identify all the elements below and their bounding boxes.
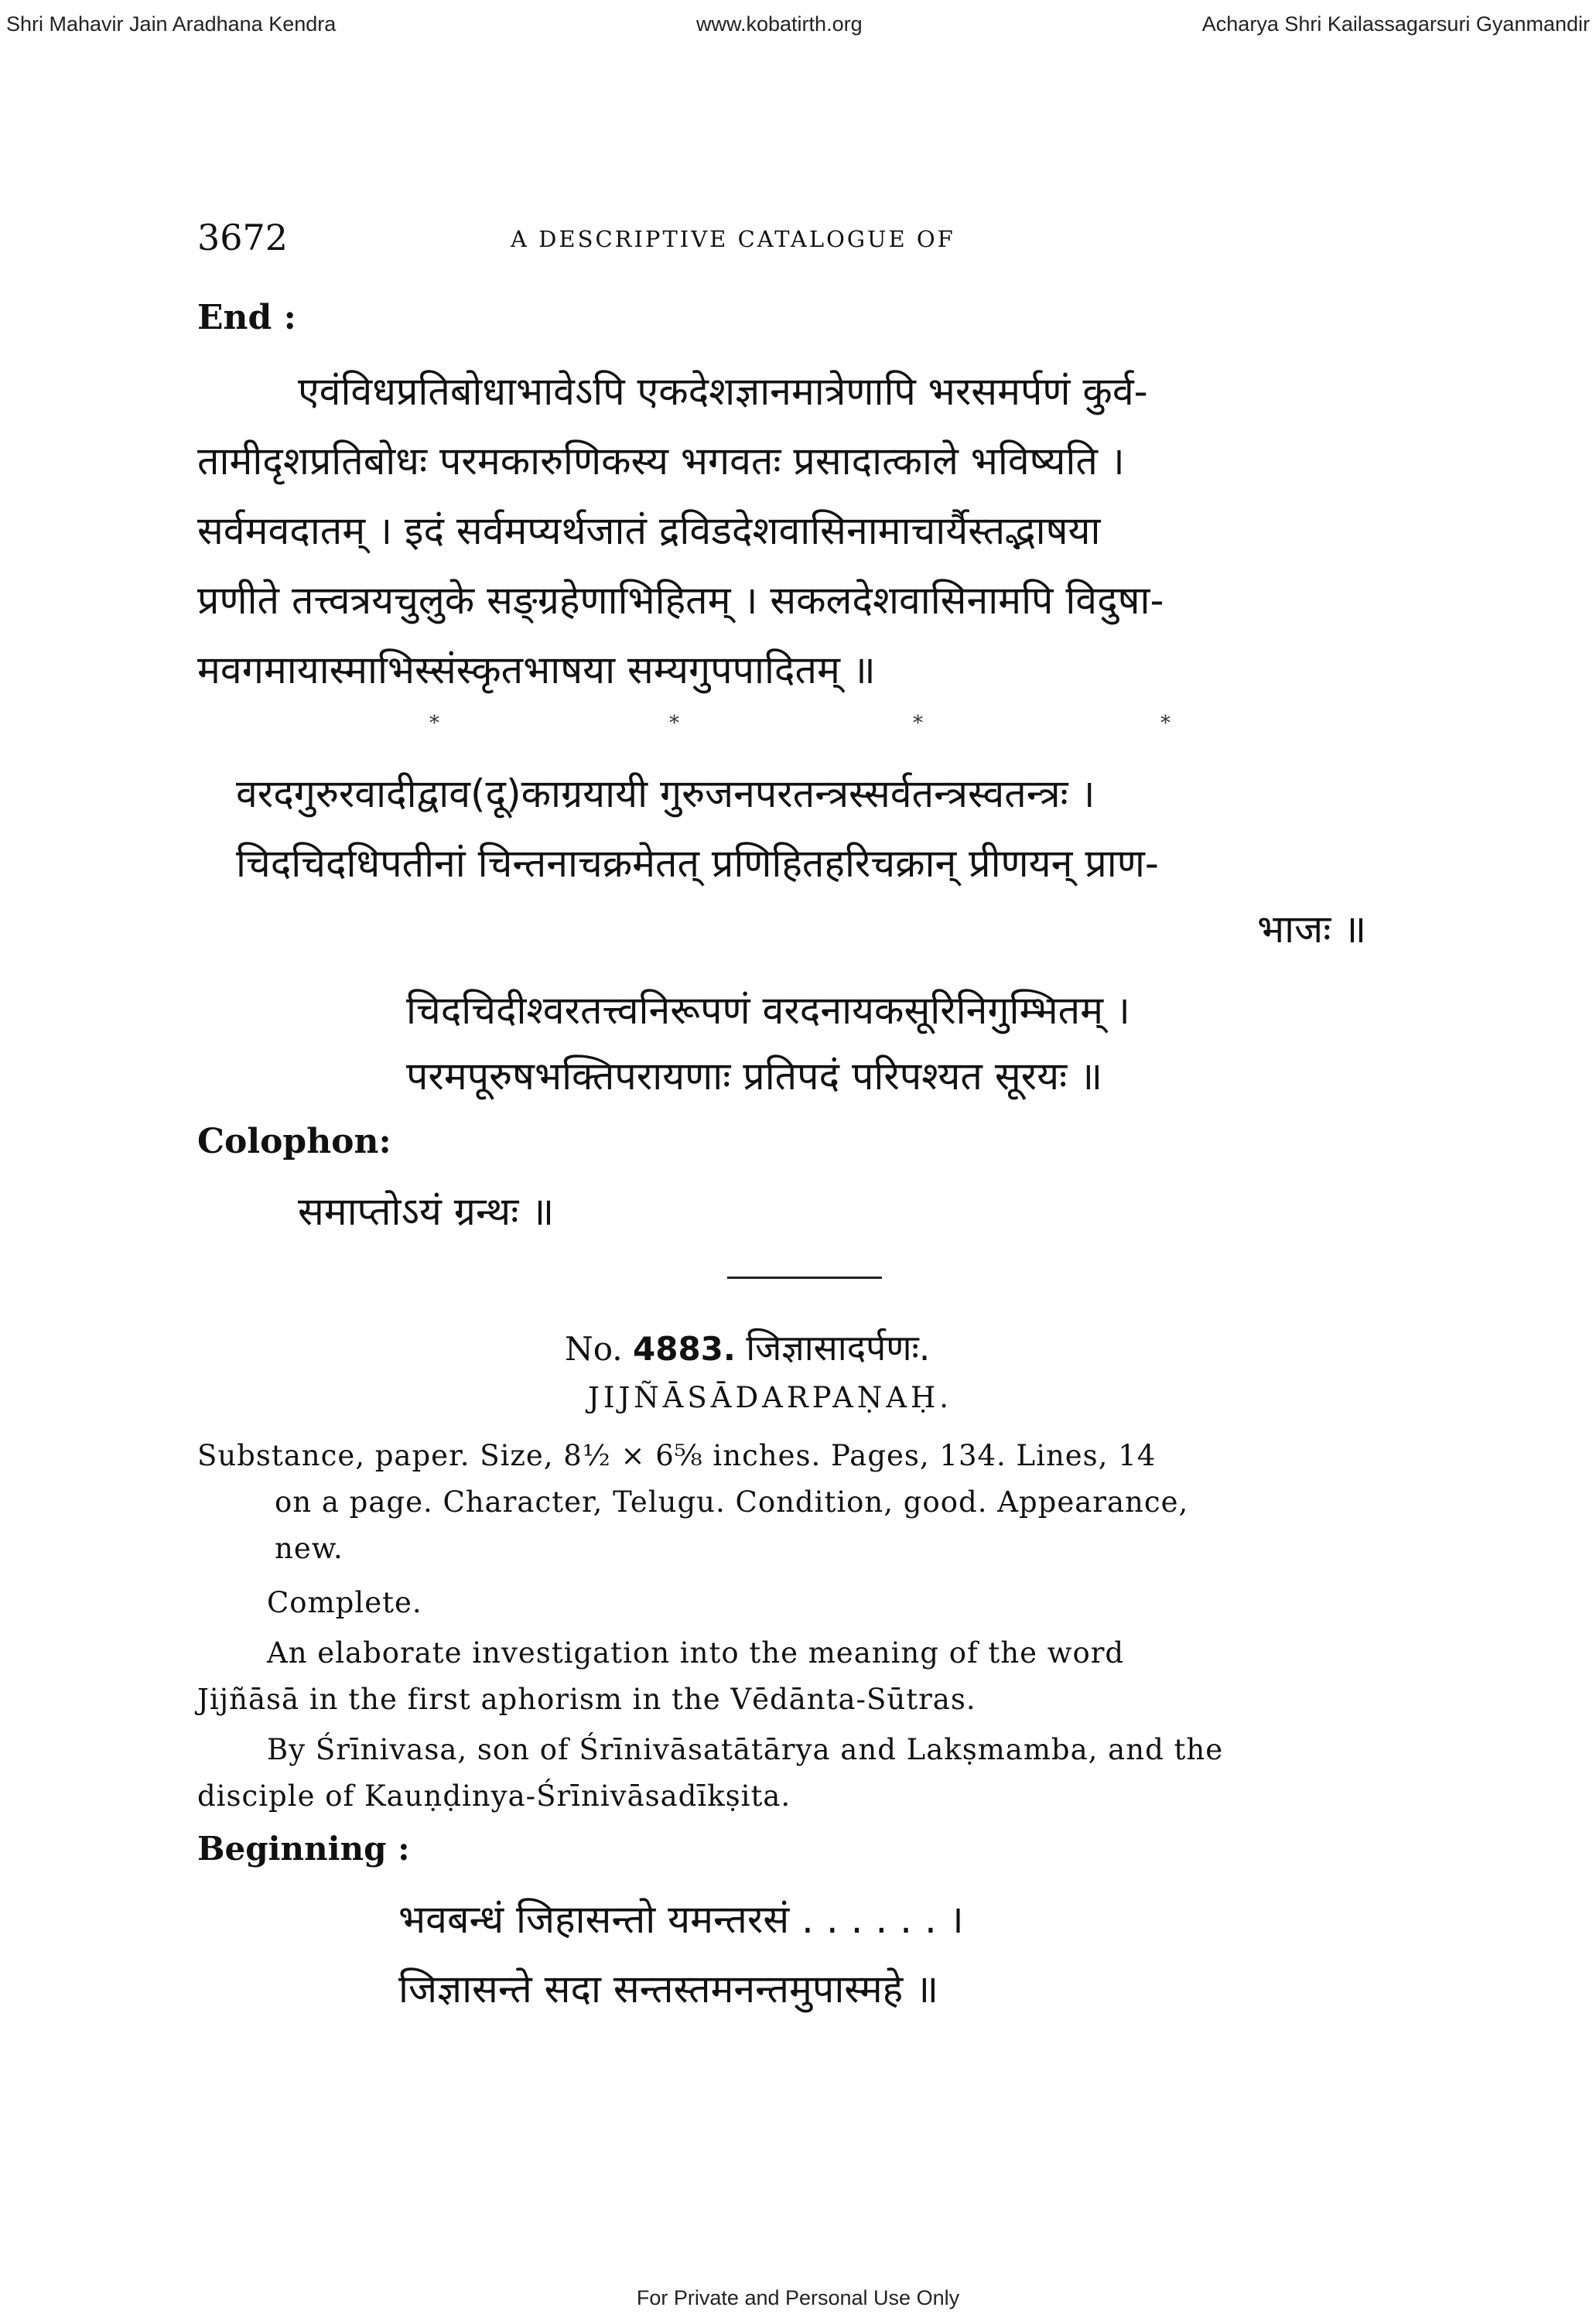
ornament-star: * [669, 712, 679, 735]
verse-line: परमपूरुषभक्तिपरायणाः प्रतिपदं परिपश्यत सूरयः ॥ [406, 1054, 1103, 1099]
entry-number: 4883. [633, 1330, 736, 1368]
header-left-text: Shri Mahavir Jain Aradhana Kendra [6, 12, 337, 36]
ornament-star: * [1160, 712, 1171, 735]
summary-line: disciple of Kauṇḍinya-Śrīnivāsadīkṣita. [197, 1779, 791, 1813]
entry-title [565, 1323, 930, 1371]
beginning-label: Beginning : [197, 1830, 410, 1868]
description-line: on a page. Character, Telugu. Condition, good. Appearance, [275, 1485, 1189, 1519]
colophon-text: समाप्तोऽयं ग्रन्थः ॥ [298, 1189, 555, 1234]
verse-line: वरदगुरुरवादीद्वाव(दू)काग्रयायी गुरुजनपरतन्त्रस्सर्वतन्त्रस्वतन्त्रः । [236, 771, 1095, 816]
page-number: 3672 [197, 217, 289, 258]
end-line: मवगमायास्माभिस्संस्कृतभाषया सम्यगुपपादितम् ॥ [197, 648, 876, 692]
entry-transliteration: JIJÑĀSĀDARPAṆAḤ. [588, 1381, 953, 1414]
entry-no-label: No. [565, 1330, 623, 1368]
summary-line: Jijñāsā in the first aphorism in the Vēdānta-Sūtras. [197, 1683, 976, 1716]
summary-line: By Śrīnivasa, son of Śrīnivāsatātārya and Lakṣmamba, and the [267, 1733, 1224, 1766]
ornament-star: * [913, 712, 923, 735]
beginning-line: भवबन्धं जिहासन्तो यमन्तरसं . . . . . . । [398, 1897, 964, 1942]
description-line: new. [275, 1532, 343, 1565]
end-line: प्रणीते तत्त्वत्रयचुलुके सङ्ग्रहेणाभिहितम् । सकलदेशवासिनामपि विदुषा- [197, 578, 1164, 623]
site-header [0, 8, 1596, 39]
colophon-label: Colophon: [197, 1122, 391, 1161]
ornament-star: * [429, 712, 439, 735]
summary-line: An elaborate investigation into the meaning of the word [267, 1636, 1125, 1670]
section-divider [727, 1277, 882, 1279]
completeness-note: Complete. [267, 1586, 422, 1619]
verse-line: चिदचिदीश्वरतत्त्वनिरूपणं वरदनायकसूरिनिगुम्भितम् । [406, 988, 1130, 1033]
description-line: Substance, paper. Size, 8½ × 6⅝ inches. Pages, 134. Lines, 14 [197, 1439, 1157, 1472]
verse-line: चिदचिदधिपतीनां चिन्तनाचक्रमेतत् प्रणिहितहरिचक्रान् प्रीणयन् प्राण- [236, 841, 1159, 886]
verse-line: भाजः ॥ [1257, 907, 1367, 952]
end-line: तामीदृशप्रतिबोधः परमकारुणिकस्य भगवतः प्रसादात्काले भविष्यति । [197, 439, 1125, 484]
header-center-url[interactable]: www.kobatirth.org [696, 12, 863, 36]
footer-note: For Private and Personal Use Only [636, 2286, 960, 2309]
end-line: सर्वमवदातम् । इदं सर्वमप्यर्थजातं द्रविडदेशवासिनामाचार्यैस्तद्भाषया [197, 508, 1101, 553]
header-right-text: Acharya Shri Kailassagarsuri Gyanmandir [1201, 12, 1590, 36]
end-label: End : [197, 298, 296, 337]
end-line: एवंविधप्रतिबोधाभावेऽपि एकदेशज्ञानमात्रेणापि भरसमर्पणं कुर्व- [298, 369, 1148, 414]
beginning-line: जिज्ञासन्ते सदा सन्तस्तमनन्तमुपास्महे ॥ [398, 1967, 939, 2012]
entry-title-devanagari: जिज्ञासादर्पणः. [746, 1327, 931, 1369]
running-head: A DESCRIPTIVE CATALOGUE OF [511, 226, 955, 252]
